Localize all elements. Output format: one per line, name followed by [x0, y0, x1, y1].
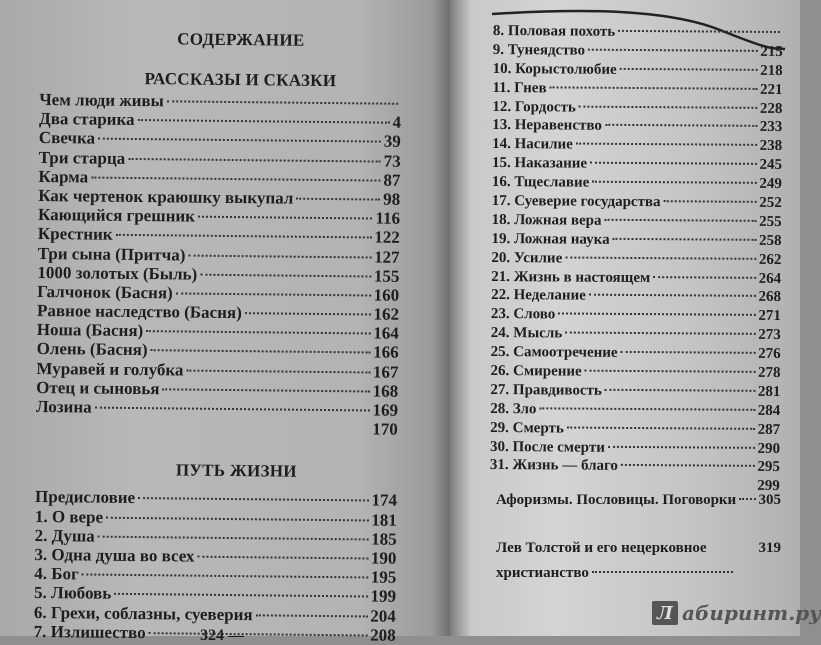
entry-label: 22. Неделание — [491, 287, 586, 305]
entry-page: 284 — [757, 402, 781, 419]
toc-entry — [490, 419, 780, 440]
entry-page: 268 — [758, 289, 782, 306]
entry-page: 87 — [383, 170, 401, 190]
entry-page: 204 — [370, 605, 396, 626]
entry-page: 245 — [759, 157, 783, 174]
entry-page: 276 — [758, 346, 781, 363]
entry-page: 208 — [370, 625, 396, 645]
toc-entry — [492, 79, 782, 100]
entry-label: 10. Корыстолюбие — [492, 60, 617, 78]
labirint-watermark — [652, 601, 821, 625]
entry-label: 12. Гордость — [492, 98, 576, 116]
entry-label: Ноша (Басня) — [36, 320, 144, 341]
entry-label: 11. Гнев — [492, 79, 547, 97]
dot-leader — [608, 445, 755, 448]
entry-label: 23. Слово — [490, 306, 556, 323]
toc-entry — [491, 249, 781, 270]
toc-entry-aphorisms — [496, 492, 781, 509]
dot-leader — [176, 292, 371, 296]
entry-page: 264 — [758, 270, 782, 287]
dot-leader — [146, 330, 370, 334]
entry-page: 73 — [383, 151, 401, 171]
dot-leader — [198, 216, 372, 220]
dot-leader — [550, 86, 757, 89]
entry-page: 215 — [760, 43, 783, 60]
dot-leader — [605, 124, 757, 127]
entry-page: 174 — [371, 490, 398, 511]
dot-leader — [114, 593, 367, 598]
entry-label: 1. О вере — [34, 506, 104, 527]
entry-page: 252 — [759, 194, 782, 212]
entry-page: 122 — [374, 227, 400, 248]
entry-label: Как чертенок краюшку выкупал — [38, 185, 294, 208]
toc-entry — [492, 98, 782, 119]
dot-leader — [620, 68, 758, 71]
entry-page: 278 — [758, 364, 781, 382]
entry-label: 31. Жизнь — благо — [489, 457, 619, 475]
toc-entry — [490, 400, 780, 421]
entry-page: 39 — [383, 131, 401, 152]
toc-entry — [491, 343, 781, 364]
dot-leader — [167, 100, 398, 104]
entry-label: Предисловие — [34, 487, 136, 508]
dot-leader — [585, 370, 755, 373]
stories-list — [36, 90, 402, 439]
dot-leader — [106, 516, 368, 521]
entry-page: 199 — [370, 586, 397, 607]
entry-page: 228 — [759, 100, 783, 117]
toc-entry — [491, 230, 781, 251]
entry-label: 7. Излишество — [33, 621, 146, 642]
dot-leader — [605, 389, 755, 392]
entry-page: 185 — [371, 529, 397, 549]
entry-page: 168 — [372, 381, 399, 401]
toc-entry — [36, 416, 398, 439]
dot-leader — [256, 614, 368, 617]
toc-entry — [491, 305, 781, 326]
entry-page: 287 — [757, 421, 781, 438]
entry-label: 8. Половая похоть — [492, 22, 616, 40]
entry-label: Три старца — [38, 147, 126, 168]
dot-leader — [128, 157, 380, 162]
entry-page: 195 — [370, 567, 397, 587]
entry-page: 218 — [760, 62, 783, 79]
entry-label: 18. Ложная вера — [491, 211, 602, 229]
section-heading-stories: РАССКАЗЫ И СКАЗКИ — [144, 69, 337, 91]
toc-entry — [492, 116, 782, 137]
entry-page: 255 — [759, 213, 782, 230]
dot-leader — [605, 219, 757, 222]
toc-title: СОДЕРЖАНИЕ — [177, 29, 305, 50]
entry-page: 162 — [373, 304, 400, 324]
dot-leader — [739, 498, 755, 500]
left-toc — [34, 28, 402, 645]
dot-leader — [592, 181, 756, 184]
toc-entry — [492, 154, 782, 175]
watermark-text: абиринт.ру — [682, 601, 821, 625]
entry-page: 4 — [392, 112, 402, 132]
toc-entry — [493, 41, 783, 62]
toc-entry — [490, 381, 780, 402]
entry-label: Три сына (Притча) — [37, 243, 186, 265]
toc-entry — [36, 397, 398, 420]
entry-label: 5. Любовь — [33, 583, 112, 604]
section-heading-path-of-life: ПУТЬ ЖИЗНИ — [175, 460, 297, 482]
entry-label: Свечка — [38, 128, 96, 148]
entry-label: 6. Грехи, соблазны, суеверия — [33, 602, 253, 624]
dot-leader — [576, 143, 757, 146]
entry-page: 249 — [759, 175, 782, 193]
dot-leader — [188, 254, 371, 258]
dot-leader — [138, 119, 390, 124]
toc-entry — [492, 173, 782, 194]
entry-label: Крестник — [37, 224, 113, 245]
entry-page: 299 — [757, 478, 780, 495]
dot-leader — [589, 294, 756, 297]
toc-entry — [492, 211, 782, 232]
dot-leader — [618, 30, 780, 33]
entry-page: 169 — [372, 400, 399, 420]
toc-entry — [491, 324, 781, 345]
toc-entry — [491, 268, 781, 289]
entry-page: 295 — [757, 459, 780, 476]
dot-leader — [138, 497, 368, 501]
dot-leader — [151, 350, 371, 354]
entry-label: 20. Усилие — [491, 249, 563, 267]
dot-leader — [588, 49, 757, 52]
entry-page: 238 — [759, 138, 783, 155]
entry-label: 17. Суеверие государства — [491, 193, 661, 211]
dot-leader — [613, 238, 756, 241]
entry-page: 116 — [375, 208, 401, 228]
dot-leader — [186, 369, 369, 373]
entry-page: 164 — [373, 323, 399, 344]
watermark-logo-icon: Л — [652, 601, 678, 625]
toc-entry — [34, 545, 396, 568]
entry-page: 167 — [372, 362, 399, 382]
entry-label: 15. Наказание — [491, 155, 588, 172]
toc-entry — [492, 192, 782, 213]
entry-label: Два старика — [38, 109, 135, 130]
entry-label: 2. Душа — [34, 525, 95, 546]
dot-leader — [98, 535, 368, 540]
entry-label: Отец и сыновья — [36, 377, 160, 399]
toc-entry — [490, 456, 780, 477]
dot-leader — [245, 312, 371, 315]
entry-label-line1: Лев Толстой и его нецерковное — [496, 540, 707, 556]
entry-page: 290 — [757, 440, 781, 457]
entry-label: 26. Смирение — [490, 363, 582, 380]
entry-label: Кающийся грешник — [37, 205, 196, 226]
entry-label: 9. Тунеядство — [492, 41, 586, 59]
entry-label: Равное наследство (Басня) — [36, 301, 242, 323]
entry-label: 13. Неравенство — [492, 117, 602, 135]
entry-label: 28. Зло — [490, 400, 537, 418]
dot-leader — [197, 556, 367, 560]
toc-entry — [490, 362, 780, 383]
dot-leader — [664, 200, 757, 203]
toc-entry — [39, 148, 401, 171]
chapters-list — [490, 22, 783, 496]
entry-page: 258 — [758, 232, 782, 249]
entry-page: 281 — [757, 383, 781, 400]
dot-leader — [653, 276, 755, 279]
entry-page: 127 — [374, 247, 400, 267]
entry-label: 21. Жизнь в настоящем — [491, 268, 651, 286]
entry-label: 19. Ложная наука — [491, 230, 610, 248]
path-of-life-list — [34, 487, 398, 644]
entry-label: 1000 золотых (Быль) — [37, 262, 198, 284]
dot-leader — [162, 388, 369, 392]
dot-leader — [296, 198, 380, 201]
dot-leader — [539, 407, 754, 411]
dot-leader — [590, 162, 756, 165]
entry-page: 271 — [758, 308, 782, 325]
entry-page: 166 — [373, 342, 399, 363]
entry-label: 27. Правдивость — [490, 381, 602, 399]
entry-label-line2: христианство — [496, 565, 589, 581]
toc-entry — [492, 135, 782, 156]
toc-entry — [493, 60, 783, 81]
entry-label: Чем люди живы — [39, 89, 164, 111]
entry-label: 14. Насилие — [492, 136, 573, 153]
entry-label: Олень (Басня) — [36, 339, 148, 360]
dot-leader — [95, 407, 370, 412]
right-toc — [490, 22, 783, 496]
toc-entry — [491, 286, 781, 307]
dot-leader — [200, 273, 371, 277]
dot-leader — [149, 632, 368, 636]
entry-label: 29. Смерть — [490, 419, 564, 437]
dot-leader — [91, 176, 380, 181]
toc-entry-afterword — [496, 540, 781, 582]
dot-leader — [592, 571, 733, 573]
toc-entry — [493, 22, 783, 43]
entry-label: Галчонок (Басня) — [37, 281, 173, 303]
dot-leader — [98, 138, 381, 143]
dot-leader — [558, 313, 755, 316]
entry-page: 319 — [758, 540, 781, 556]
toc-entry — [490, 438, 780, 459]
entry-label: 30. После смерти — [489, 438, 605, 456]
entry-page: 305 — [758, 492, 781, 508]
dot-leader — [621, 351, 756, 354]
entry-label: 3. Одна душа во всех — [34, 544, 195, 566]
entry-label: 25. Самоотречение — [490, 344, 618, 362]
dot-leader — [116, 234, 372, 239]
dot-leader — [579, 105, 757, 108]
entry-page: 221 — [759, 81, 783, 98]
entry-page: 155 — [373, 266, 400, 286]
entry-page: 98 — [383, 189, 401, 209]
entry-label: 16. Тщеславие — [491, 174, 590, 191]
dot-leader — [621, 464, 754, 467]
dot-leader — [565, 256, 756, 259]
entry-label: Муравей и голубка — [36, 358, 184, 380]
entry-page: 160 — [373, 285, 400, 305]
dot-leader — [82, 574, 368, 579]
entry-page: 273 — [758, 327, 781, 344]
entry-page: 262 — [758, 251, 782, 268]
entry-page: 170 — [372, 419, 398, 439]
entry-label: 24. Мысль — [490, 325, 563, 342]
entry-page: 190 — [370, 548, 397, 568]
entry-page: 181 — [371, 510, 397, 530]
dot-leader — [567, 426, 755, 429]
dot-leader — [565, 332, 755, 335]
entry-page: 233 — [759, 119, 783, 136]
page-number: 324 — — [200, 627, 244, 644]
entry-label: Карма — [38, 166, 89, 187]
entry-label: Афоризмы. Пословицы. Поговорки — [496, 492, 737, 508]
entry-label: 4. Бог — [34, 564, 79, 584]
entry-label: Лозина — [35, 396, 92, 417]
